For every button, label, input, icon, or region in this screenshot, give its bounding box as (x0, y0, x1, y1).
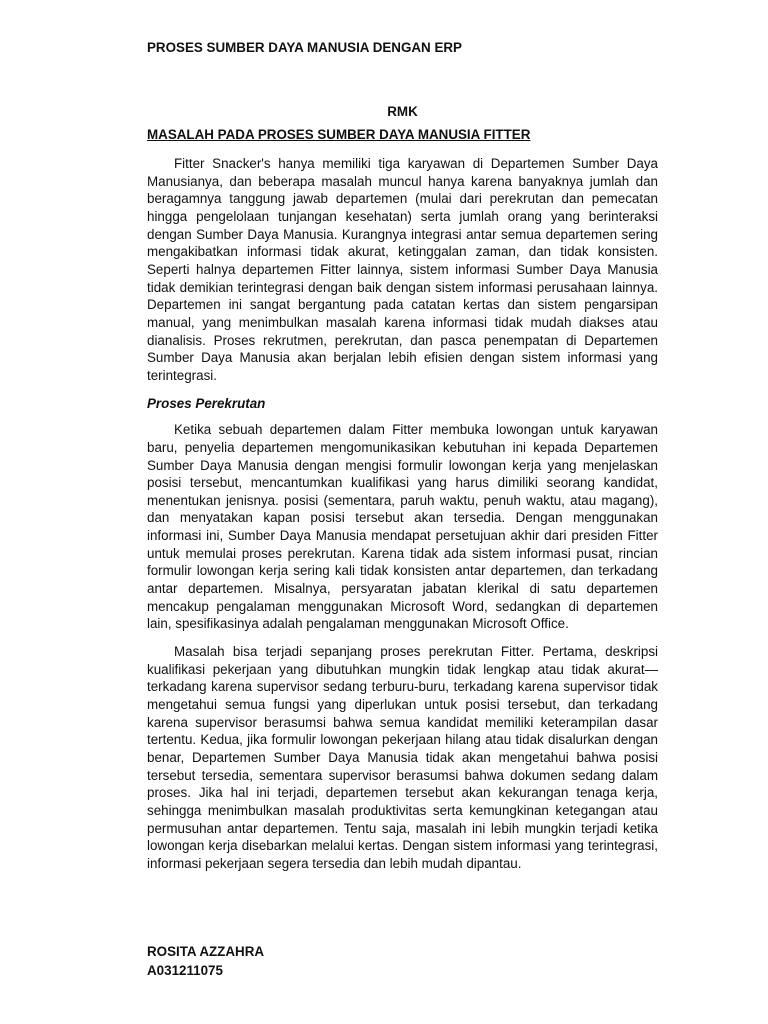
document-footer (147, 942, 264, 980)
student-id: A031211075 (147, 963, 223, 978)
section-title: MASALAH PADA PROSES SUMBER DAYA MANUSIA FITTER (147, 127, 531, 142)
subheading-proses-perekrutan: Proses Perekrutan (147, 395, 266, 411)
document-label: RMK (387, 104, 418, 119)
document-header-title: PROSES SUMBER DAYA MANUSIA DENGAN ERP (147, 40, 462, 55)
paragraph-2: Ketika sebuah departemen dalam Fitter membuka lowongan untuk karyawan baru, penyelia departemen mengomunikasikan kebutuhan ini kepada Departemen Sumber Daya Manusia dengan mengisi formulir lowongan kerja yang menjelaskan posisi tersebut, mencantumkan kualifikasi yang harus dimiliki seorang kandidat, menentukan jenisnya. posisi (sementara, paruh waktu, penuh waktu, atau magang), dan menyatakan kapan posisi tersebut akan tersedia. Dengan menggunakan informasi ini, Sumber Daya Manusia mendapat persetujuan akhir dari presiden Fitter untuk memulai proses perekrutan. Karena tidak ada sistem informasi pusat, rincian formulir lowongan kerja sering kali tidak konsisten antar departemen, dan terkadang antar departemen. Misalnya, persyaratan jabatan klerikal di satu departemen mencakup pengalaman menggunakan Microsoft Word, sedangkan di departemen lain, spesifikasinya adalah pengalaman menggunakan Microsoft Office. (147, 422, 658, 632)
paragraph-1: Fitter Snacker's hanya memiliki tiga karyawan di Departemen Sumber Daya Manusianya, dan beberapa masalah muncul hanya karena banyaknya jumlah dan beragamnya tanggung jawab departemen (mulai dari perekrutan dan pemecatan hingga pengelolaan tunjangan kesehatan) serta jumlah orang yang berinteraksi dengan Sumber Daya Manusia. Kurangnya integrasi antar semua departemen sering mengakibatkan informasi tidak akurat, ketinggalan zaman, dan tidak konsisten. Seperti halnya departemen Fitter lainnya, sistem informasi Sumber Daya Manusia tidak demikian terintegrasi dengan baik dengan sistem informasi perusahaan lainnya. Departemen ini sangat bergantung pada catatan kertas dan sistem pengarsipan manual, yang menimbulkan masalah karena informasi tidak mudah diakses atau dianalisis. Proses rekrutmen, perekrutan, dan pasca penempatan di Departemen Sumber Daya Manusia akan berjalan lebih efisien dengan sistem informasi yang terintegrasi. (147, 156, 658, 383)
author-name: ROSITA AZZAHRA (147, 944, 265, 959)
document-body (147, 155, 658, 873)
paragraph-3: Masalah bisa terjadi sepanjang proses perekrutan Fitter. Pertama, deskripsi kualifikasi pekerjaan yang dibutuhkan mungkin tidak lengkap atau tidak akurat—terkadang karena supervisor sedang terburu-buru, terkadang karena supervisor tidak mengetahui semua fungsi yang diperlukan untuk posisi tersebut, dan terkadang karena supervisor berasumsi bahwa semua kandidat memiliki keterampilan dasar tertentu. Kedua, jika formulir lowongan pekerjaan hilang atau tidak disalurkan dengan benar, Departemen Sumber Daya Manusia tidak akan mengetahui bahwa posisi tersebut tersedia, sementara supervisor berasumsi bahwa dokumen sedang dalam proses. Jika hal ini terjadi, departemen tersebut akan kekurangan tenaga kerja, sehingga menimbulkan masalah produktivitas serta kemungkinan ketegangan atau permusuhan antar departemen. Tentu saja, masalah ini lebih mungkin terjadi ketika lowongan kerja disebarkan melalui kertas. Dengan sistem informasi yang terintegrasi, informasi pekerjaan segera tersedia dan lebih mudah dipantau. (147, 644, 658, 871)
